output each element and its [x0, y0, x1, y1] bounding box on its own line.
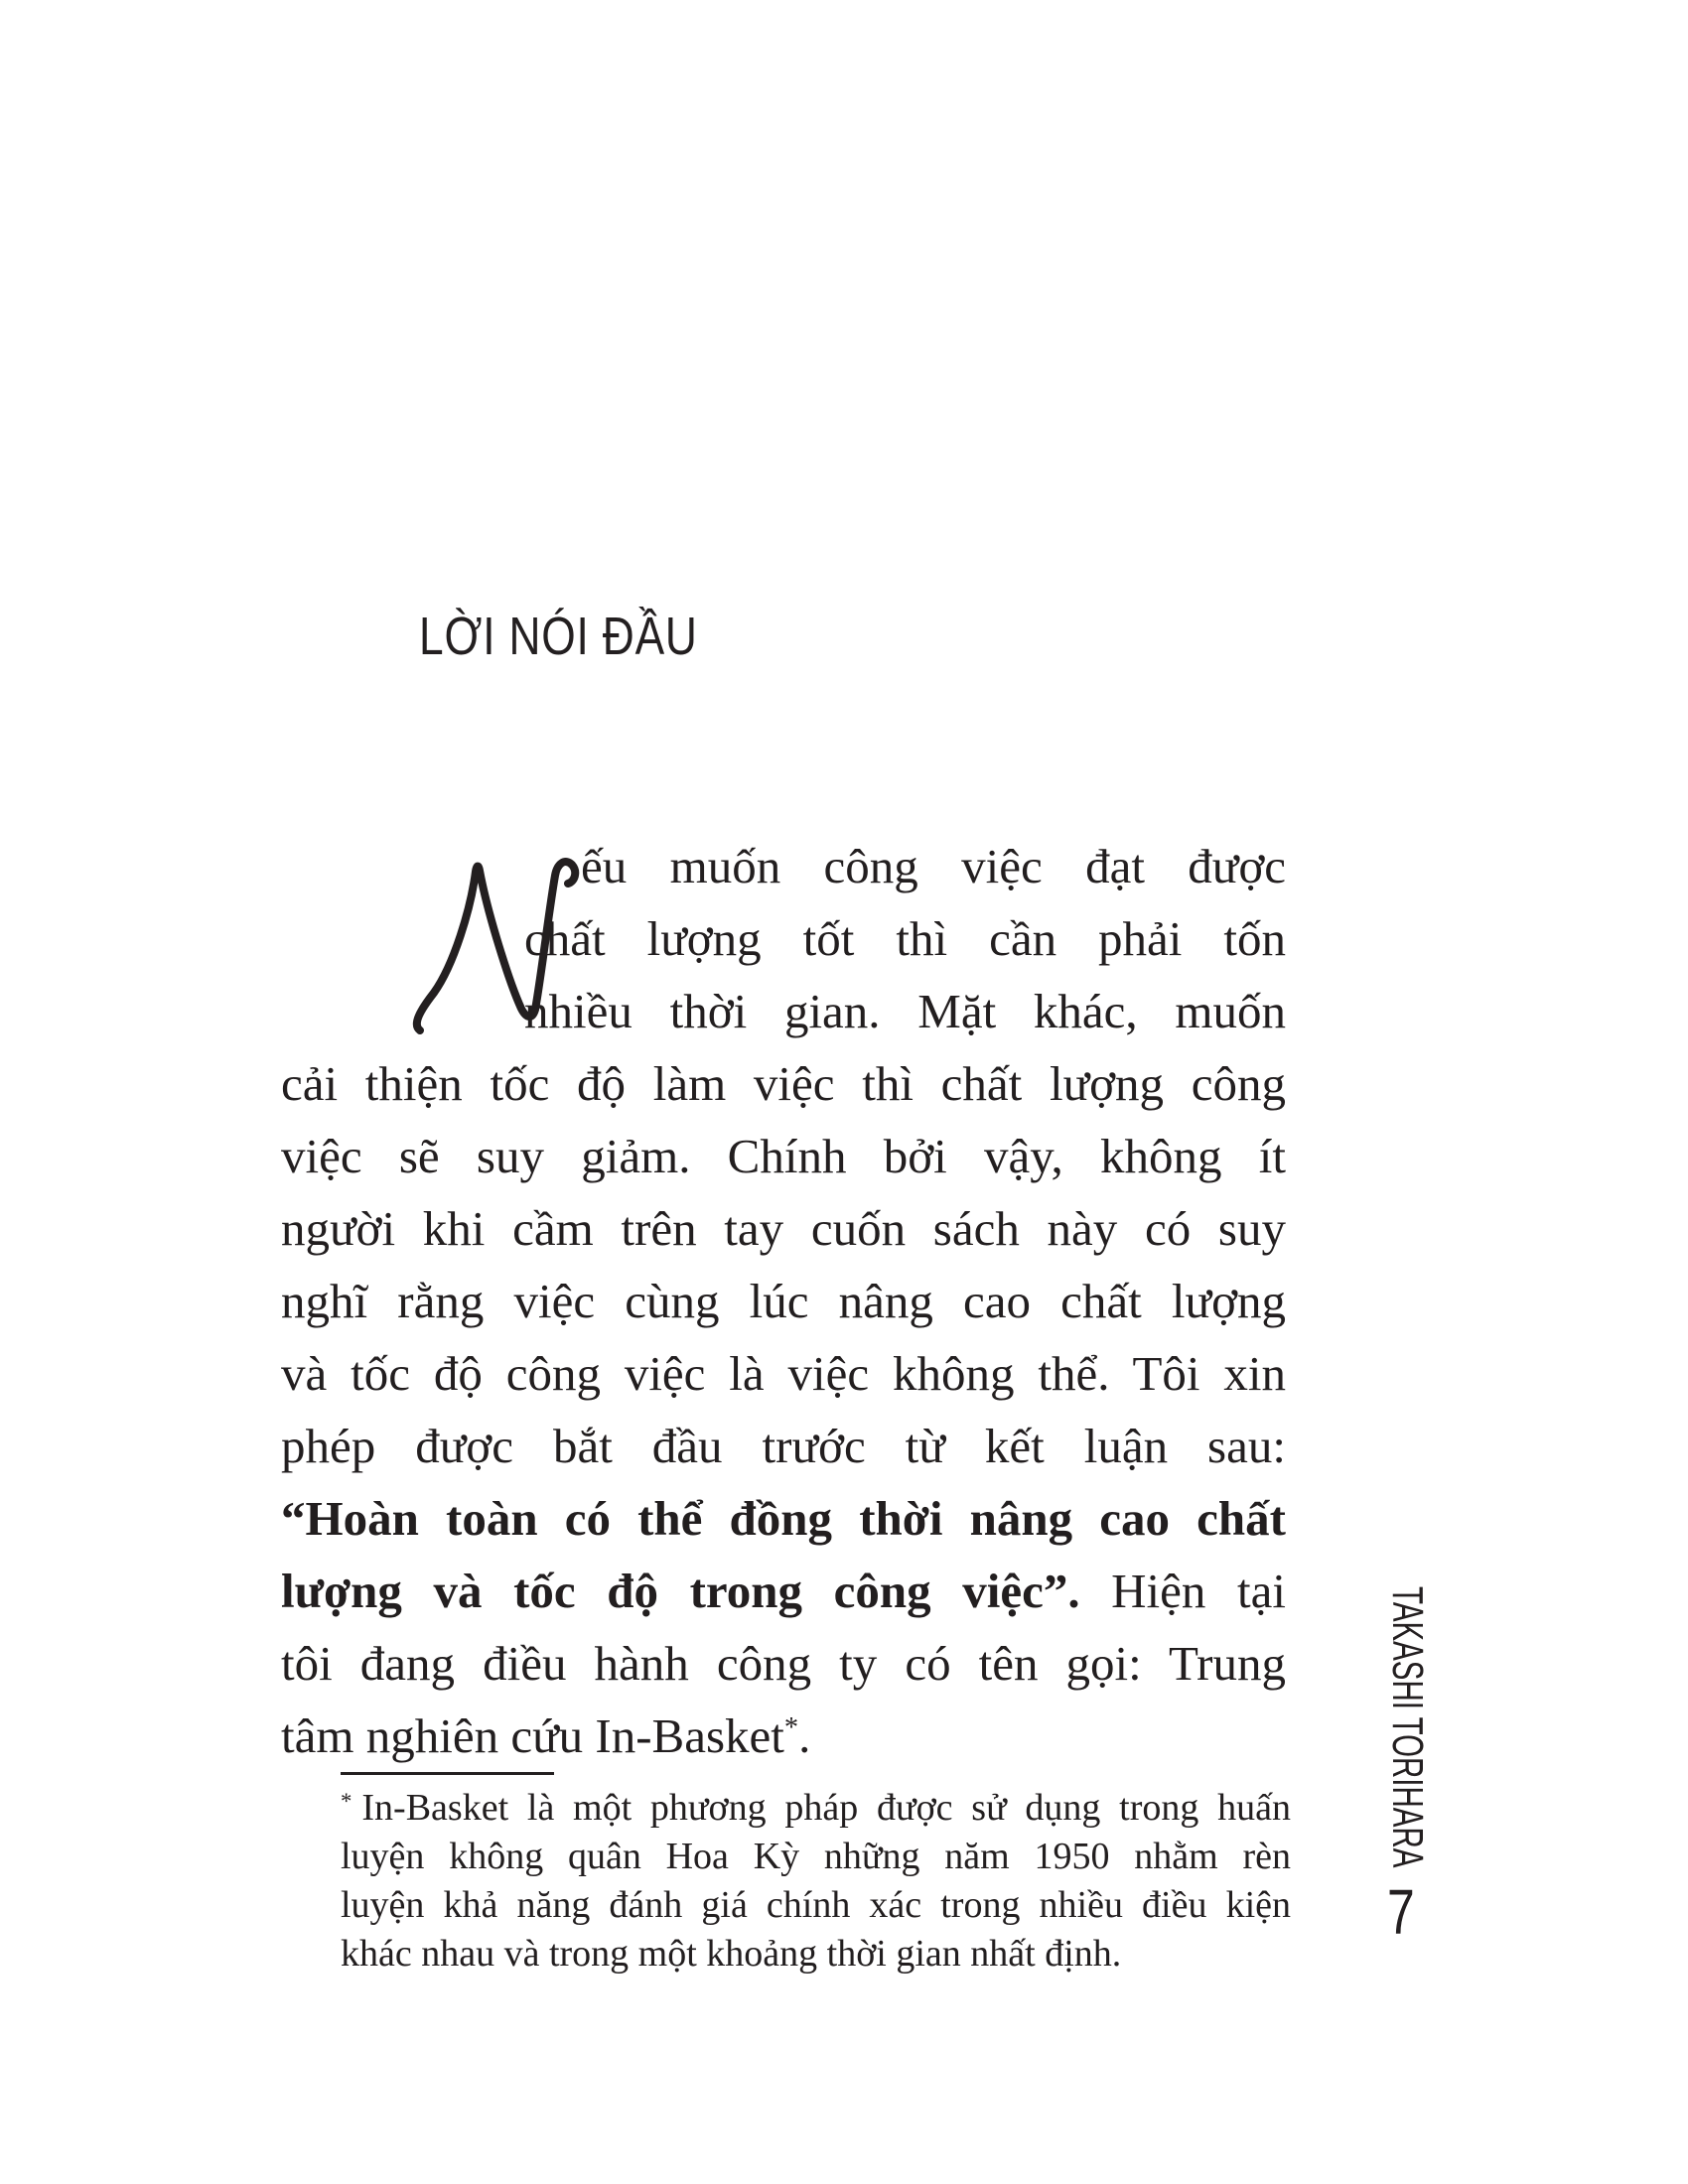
body-line: và tốc độ công việc là việc không thể. Tôi xin	[281, 1346, 1286, 1401]
last-line-text: tâm nghiên cứu In-Basket	[281, 1708, 784, 1763]
bold-quote-end: lượng và tốc độ trong công việc”.	[281, 1564, 1080, 1618]
footnote	[341, 1784, 1291, 1979]
body-line: nghĩ rằng việc cùng lúc nâng cao chất lượng	[281, 1274, 1286, 1328]
chapter-heading-text: LỜI NÓI ĐẦU	[419, 607, 698, 666]
page-number	[1387, 1876, 1423, 1948]
regular-continuation: Hiện tại	[1079, 1564, 1286, 1618]
bold-quote-text: “Hoàn toàn có thể đồng thời nâng cao chất	[281, 1491, 1286, 1546]
body-line: nhiều thời gian. Mặt khác, muốn	[524, 984, 1286, 1038]
body-line-last	[281, 1700, 1286, 1772]
body-line: tôi đang điều hành công ty có tên gọi: Trung	[281, 1636, 1286, 1691]
chapter-heading	[419, 604, 759, 669]
body-text	[281, 830, 1286, 1772]
body-line: phép được bắt đầu trước từ kết luận sau:	[281, 1419, 1286, 1473]
footnote-line: luyện không quân Hoa Kỳ những năm 1950 nhằm rèn	[341, 1836, 1291, 1877]
body-line: chất lượng tốt thì cần phải tốn	[524, 911, 1286, 966]
footnote-text: In-Basket là một phương pháp được sử dụng trong huấn	[361, 1787, 1291, 1829]
footnote-reference-asterisk: *	[783, 1712, 799, 1744]
last-line-period: .	[798, 1708, 811, 1763]
body-line-mixed	[281, 1555, 1286, 1627]
author-name-vertical: TAKASHI TORIHARA	[1383, 1586, 1432, 1868]
footnote-line	[341, 1784, 1291, 1833]
body-line: việc sẽ suy giảm. Chính bởi vậy, không ít	[281, 1129, 1286, 1183]
footnote-divider	[341, 1772, 554, 1775]
footnote-line: luyện khả năng đánh giá chính xác trong nhiều điều kiện	[341, 1884, 1291, 1926]
footnote-marker-asterisk: *	[341, 1788, 352, 1814]
body-line: ếu muốn công việc đạt được	[581, 839, 1286, 893]
body-line: người khi cầm trên tay cuốn sách này có suy	[281, 1201, 1286, 1256]
body-line: cải thiện tốc độ làm việc thì chất lượng công	[281, 1056, 1286, 1111]
body-line-bold-quote	[281, 1482, 1286, 1555]
footnote-line: khác nhau và trong một khoảng thời gian nhất định.	[341, 1933, 1122, 1975]
page-number-text: 7	[1387, 1876, 1415, 1948]
